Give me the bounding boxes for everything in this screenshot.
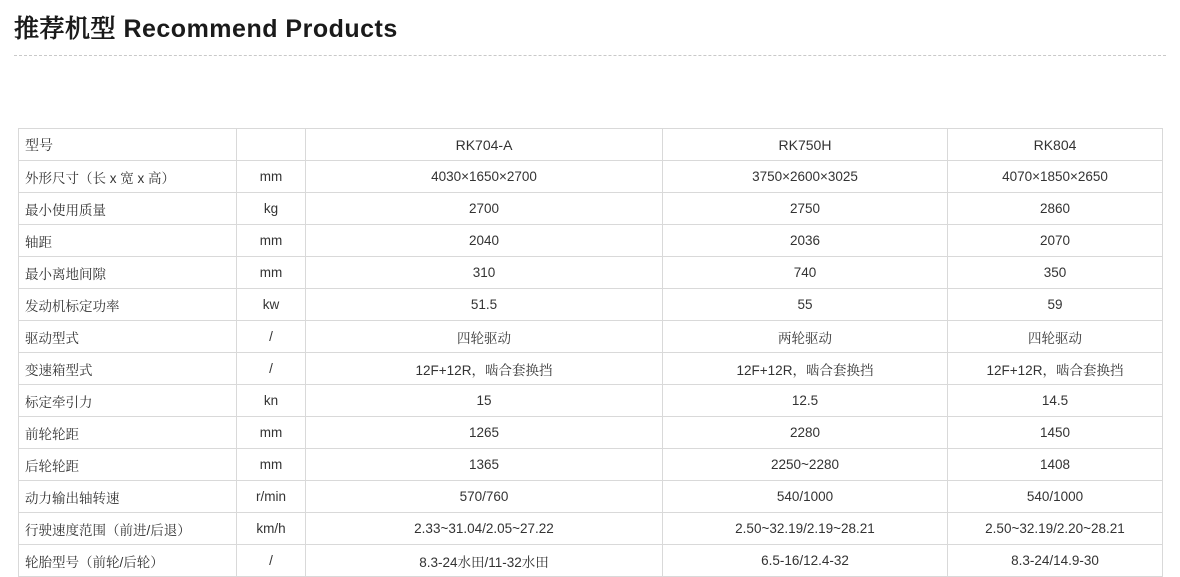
spec-value-cell-2: 12.5: [663, 385, 948, 417]
spec-value-cell-3: 四轮驱动: [948, 321, 1163, 353]
spec-value-cell-3: 1408: [948, 449, 1163, 481]
spec-unit-cell: km/h: [237, 513, 306, 545]
spec-value-cell-1: 2.33~31.04/2.05~27.22: [306, 513, 663, 545]
spec-value-cell-2: 2280: [663, 417, 948, 449]
spec-value-cell-2: 3750×2600×3025: [663, 161, 948, 193]
table-row: [19, 257, 1163, 289]
spec-unit-cell: r/min: [237, 481, 306, 513]
spec-value-cell-1: 四轮驱动: [306, 321, 663, 353]
spec-label-cell: 发动机标定功率: [19, 289, 237, 321]
spec-value-cell-1: 4030×1650×2700: [306, 161, 663, 193]
spec-value-cell-2: 740: [663, 257, 948, 289]
spec-value-cell-3: 12F+12R，啮合套换挡: [948, 353, 1163, 385]
spec-unit-cell: /: [237, 353, 306, 385]
spec-label-cell: 动力输出轴转速: [19, 481, 237, 513]
spec-value-cell-1: 310: [306, 257, 663, 289]
spec-value-cell-3: 350: [948, 257, 1163, 289]
spec-value-cell-2: 2.50~32.19/2.19~28.21: [663, 513, 948, 545]
spec-value-cell-2: 55: [663, 289, 948, 321]
spec-label-cell: 外形尺寸（长 x 宽 x 高）: [19, 161, 237, 193]
spec-value-cell-3: 1450: [948, 417, 1163, 449]
page-title: 推荐机型 Recommend Products: [14, 15, 398, 43]
spec-value-cell-3: 2860: [948, 193, 1163, 225]
spec-value-cell-1: 570/760: [306, 481, 663, 513]
spec-unit-cell: mm: [237, 449, 306, 481]
spec-unit-cell: mm: [237, 225, 306, 257]
spec-label-cell: 驱动型式: [19, 321, 237, 353]
spec-value-cell-3: 540/1000: [948, 481, 1163, 513]
spec-label-cell: 最小使用质量: [19, 193, 237, 225]
spec-label-cell: 变速箱型式: [19, 353, 237, 385]
title-divider: [14, 55, 1166, 56]
spec-unit-cell: [237, 129, 306, 161]
spec-value-cell-1: 1365: [306, 449, 663, 481]
spec-value-cell-2: 2750: [663, 193, 948, 225]
spec-value-cell-1: 2040: [306, 225, 663, 257]
spec-label-cell: 轮胎型号（前轮/后轮）: [19, 545, 237, 577]
spec-value-cell-3: RK804: [948, 129, 1163, 161]
spec-value-cell-3: 14.5: [948, 385, 1163, 417]
spec-table: [18, 128, 1163, 577]
spec-value-cell-3: 8.3-24/14.9-30: [948, 545, 1163, 577]
table-row: [19, 385, 1163, 417]
table-row: [19, 513, 1163, 545]
spec-value-cell-1: 2700: [306, 193, 663, 225]
spec-value-cell-2: 540/1000: [663, 481, 948, 513]
spec-value-cell-1: 1265: [306, 417, 663, 449]
table-row: [19, 353, 1163, 385]
spec-value-cell-2: 6.5-16/12.4-32: [663, 545, 948, 577]
spec-label-cell: 最小离地间隙: [19, 257, 237, 289]
table-row: [19, 193, 1163, 225]
spec-value-cell-1: 51.5: [306, 289, 663, 321]
spec-label-cell: 行驶速度范围（前进/后退）: [19, 513, 237, 545]
spec-value-cell-1: 15: [306, 385, 663, 417]
spec-unit-cell: mm: [237, 257, 306, 289]
spec-label-cell: 后轮轮距: [19, 449, 237, 481]
spec-value-cell-1: RK704-A: [306, 129, 663, 161]
spec-label-cell: 型号: [19, 129, 237, 161]
spec-unit-cell: mm: [237, 161, 306, 193]
spec-unit-cell: mm: [237, 417, 306, 449]
page-header: [0, 0, 1180, 46]
table-row: [19, 545, 1163, 577]
spec-value-cell-3: 2070: [948, 225, 1163, 257]
table-row: [19, 321, 1163, 353]
spec-value-cell-2: RK750H: [663, 129, 948, 161]
table-header-row: [19, 129, 1163, 161]
spec-unit-cell: /: [237, 545, 306, 577]
table-row: [19, 449, 1163, 481]
table-row: [19, 481, 1163, 513]
spec-value-cell-3: 59: [948, 289, 1163, 321]
spec-unit-cell: kg: [237, 193, 306, 225]
spec-value-cell-2: 12F+12R，啮合套换挡: [663, 353, 948, 385]
spec-label-cell: 前轮轮距: [19, 417, 237, 449]
spec-label-cell: 轴距: [19, 225, 237, 257]
spec-value-cell-1: 12F+12R，啮合套换挡: [306, 353, 663, 385]
spec-label-cell: 标定牵引力: [19, 385, 237, 417]
spec-value-cell-2: 2250~2280: [663, 449, 948, 481]
table-row: [19, 225, 1163, 257]
table-row: [19, 161, 1163, 193]
table-row: [19, 289, 1163, 321]
spec-table-body: [19, 129, 1163, 577]
spec-value-cell-1: 8.3-24水田/11-32水田: [306, 545, 663, 577]
spec-value-cell-3: 2.50~32.19/2.20~28.21: [948, 513, 1163, 545]
table-row: [19, 417, 1163, 449]
spec-unit-cell: /: [237, 321, 306, 353]
spec-value-cell-2: 两轮驱动: [663, 321, 948, 353]
spec-unit-cell: kn: [237, 385, 306, 417]
spec-value-cell-3: 4070×1850×2650: [948, 161, 1163, 193]
spec-value-cell-2: 2036: [663, 225, 948, 257]
spec-unit-cell: kw: [237, 289, 306, 321]
spec-table-wrap: [18, 128, 1162, 577]
